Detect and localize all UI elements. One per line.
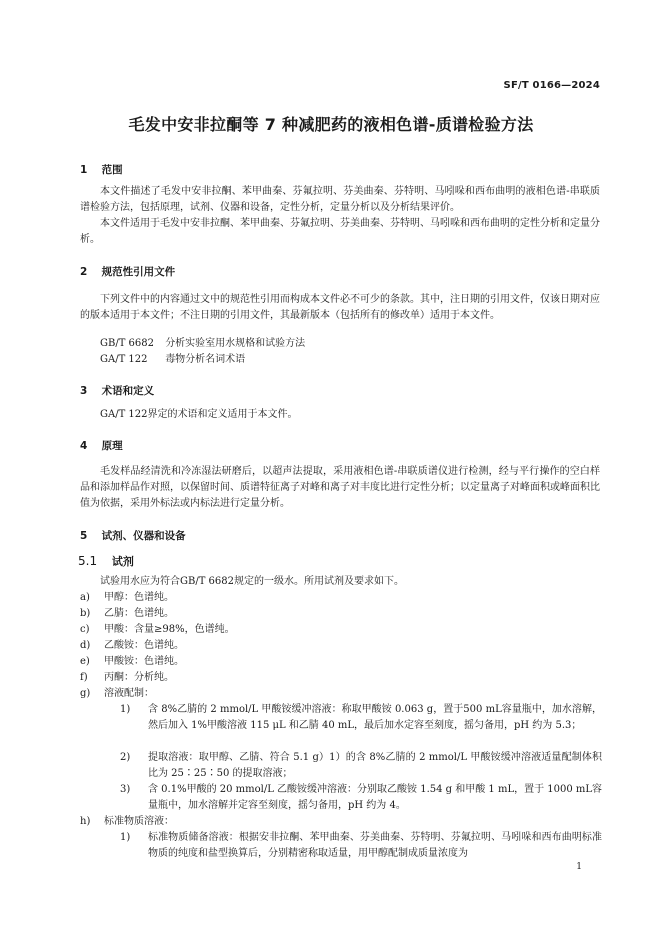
reference-title: 毒物分析名词术语 bbox=[165, 354, 246, 365]
page-number: 1 bbox=[576, 862, 582, 872]
list-item bbox=[80, 686, 154, 702]
list-marker: f) bbox=[80, 672, 88, 683]
scope-paragraph-2: 本文件适用于毛发中安非拉酮、苯甲曲秦、芬氟拉明、芬美曲秦、芬特明、马吲哚和西布曲明的定性分析和定量分析。 bbox=[80, 218, 600, 245]
subsection-heading-reagents bbox=[78, 553, 134, 569]
section-number: 2 bbox=[80, 266, 88, 278]
section-number: 4 bbox=[80, 440, 88, 452]
list-marker: d) bbox=[80, 640, 91, 651]
section-title: 范围 bbox=[101, 164, 123, 176]
terms-paragraph: GA/T 122界定的术语和定义适用于本文件。 bbox=[100, 409, 298, 420]
reference-code: GA/T 122 bbox=[100, 354, 148, 365]
sub-list-marker: 1) bbox=[120, 704, 131, 715]
sub-list-item bbox=[120, 782, 602, 814]
reference-code: GB/T 6682 bbox=[100, 338, 155, 349]
list-marker: b) bbox=[80, 608, 91, 619]
section-number: 3 bbox=[80, 385, 88, 397]
sub-list-text: 标准物质储备溶液：根据安非拉酮、苯甲曲秦、芬美曲秦、芬特明、芬氟拉明、马吲哚和西布曲明标准物质的纯度和盐型换算后，分别精密称取适量，用甲醇配制成质量浓度为 bbox=[148, 832, 602, 859]
section-heading-scope bbox=[80, 162, 123, 177]
section-title: 试剂、仪器和设备 bbox=[101, 530, 186, 542]
section-heading-principle bbox=[80, 438, 123, 453]
list-item bbox=[80, 654, 184, 670]
sub-list-text: 含 8%乙腈的 2 mmol/L 甲酸铵缓冲溶液：称取甲酸铵 0.063 g，置于500 mL容量瓶中，加水溶解，然后加入 1%甲酸溶液 115 μL 和乙腈 40 mL，最后加水定容至刻度，摇匀备用，pH 约为 5.3； bbox=[148, 704, 602, 731]
sub-list-marker: 1) bbox=[120, 832, 131, 843]
list-text: 标准物质溶液： bbox=[104, 816, 174, 827]
section-heading-normative-references bbox=[80, 264, 175, 279]
subsection-title: 试剂 bbox=[111, 555, 134, 568]
list-item bbox=[80, 670, 174, 686]
section-heading-reagents bbox=[80, 528, 186, 543]
sub-list-marker: 2) bbox=[120, 752, 131, 763]
list-text: 乙酸铵：色谱纯。 bbox=[104, 640, 184, 651]
list-marker: c) bbox=[80, 624, 90, 635]
list-item bbox=[80, 622, 235, 638]
list-text: 溶液配制： bbox=[104, 688, 154, 699]
reference-entry bbox=[100, 352, 245, 368]
list-text: 甲酸：含量≥98%，色谱纯。 bbox=[104, 624, 235, 635]
list-text: 甲酸铵：色谱纯。 bbox=[104, 656, 184, 667]
list-item bbox=[80, 638, 184, 654]
reference-entry bbox=[100, 336, 305, 352]
section-number: 1 bbox=[80, 164, 88, 176]
list-text: 乙腈：色谱纯。 bbox=[104, 608, 174, 619]
sub-list-text: 提取溶液：取甲醇、乙腈、符合 5.1 g）1）的含 8%乙腈的 2 mmol/L 甲酸铵缓冲溶液适量配制体积比为 25∶25∶50 的提取溶液； bbox=[148, 752, 602, 779]
sub-list-item bbox=[120, 702, 602, 734]
section-number: 5 bbox=[80, 530, 88, 542]
standard-number: SF/T 0166—2024 bbox=[503, 80, 600, 91]
principle-paragraph: 毛发样品经清洗和冷冻湿法研磨后，以超声法提取，采用液相色谱-串联质谱仪进行检测，经与平行操作的空白样品和添加样品作对照，以保留时间、质谱特征离子对峰和离子对丰度比进行定性分析；以定量离子对峰面积或峰面积比值为依据，采用外标法或内标法进行定量分析。 bbox=[80, 466, 600, 509]
reagents-intro: 试验用水应为符合GB/T 6682规定的一级水。所用试剂及要求如下。 bbox=[100, 576, 405, 587]
subsection-number: 5.1 bbox=[78, 554, 98, 568]
reference-title: 分析实验室用水规格和试验方法 bbox=[165, 338, 306, 349]
sub-list-item bbox=[120, 750, 602, 782]
section-title: 规范性引用文件 bbox=[101, 266, 176, 278]
list-item bbox=[80, 590, 174, 606]
list-text: 丙酮：分析纯。 bbox=[104, 672, 174, 683]
list-marker: h) bbox=[80, 816, 91, 827]
section-heading-terms bbox=[80, 383, 154, 398]
list-marker: a) bbox=[80, 592, 90, 603]
sub-list-text: 含 0.1%甲酸的 20 mmol/L 乙酸铵缓冲溶液：分别取乙酸铵 1.54 g 和甲酸 1 mL，置于 1000 mL容量瓶中，加水溶解并定容至刻度，摇匀备用，pH 约为 4。 bbox=[148, 784, 603, 811]
list-text: 甲醇：色谱纯。 bbox=[104, 592, 174, 603]
document-title: 毛发中安非拉酮等 7 种减肥药的液相色谱-质谱检验方法 bbox=[128, 115, 534, 134]
list-marker: e) bbox=[80, 656, 90, 667]
sub-list-marker: 3) bbox=[120, 784, 131, 795]
list-item bbox=[80, 606, 174, 622]
section-title: 原理 bbox=[101, 440, 123, 452]
list-marker: g) bbox=[80, 688, 91, 699]
list-item bbox=[80, 814, 174, 830]
references-paragraph: 下列文件中的内容通过文中的规范性引用而构成本文件必不可少的条款。其中，注日期的引用文件，仅该日期对应的版本适用于本文件；不注日期的引用文件，其最新版本（包括所有的修改单）适用于本文件。 bbox=[80, 294, 600, 321]
sub-list-item bbox=[120, 830, 602, 862]
scope-paragraph-1: 本文件描述了毛发中安非拉酮、苯甲曲秦、芬氟拉明、芬美曲秦、芬特明、马吲哚和西布曲明的液相色谱-串联质谱检验方法，包括原理，试剂、仪器和设备，定性分析，定量分析以及分析结果评价。 bbox=[80, 186, 600, 213]
section-title: 术语和定义 bbox=[101, 385, 155, 397]
